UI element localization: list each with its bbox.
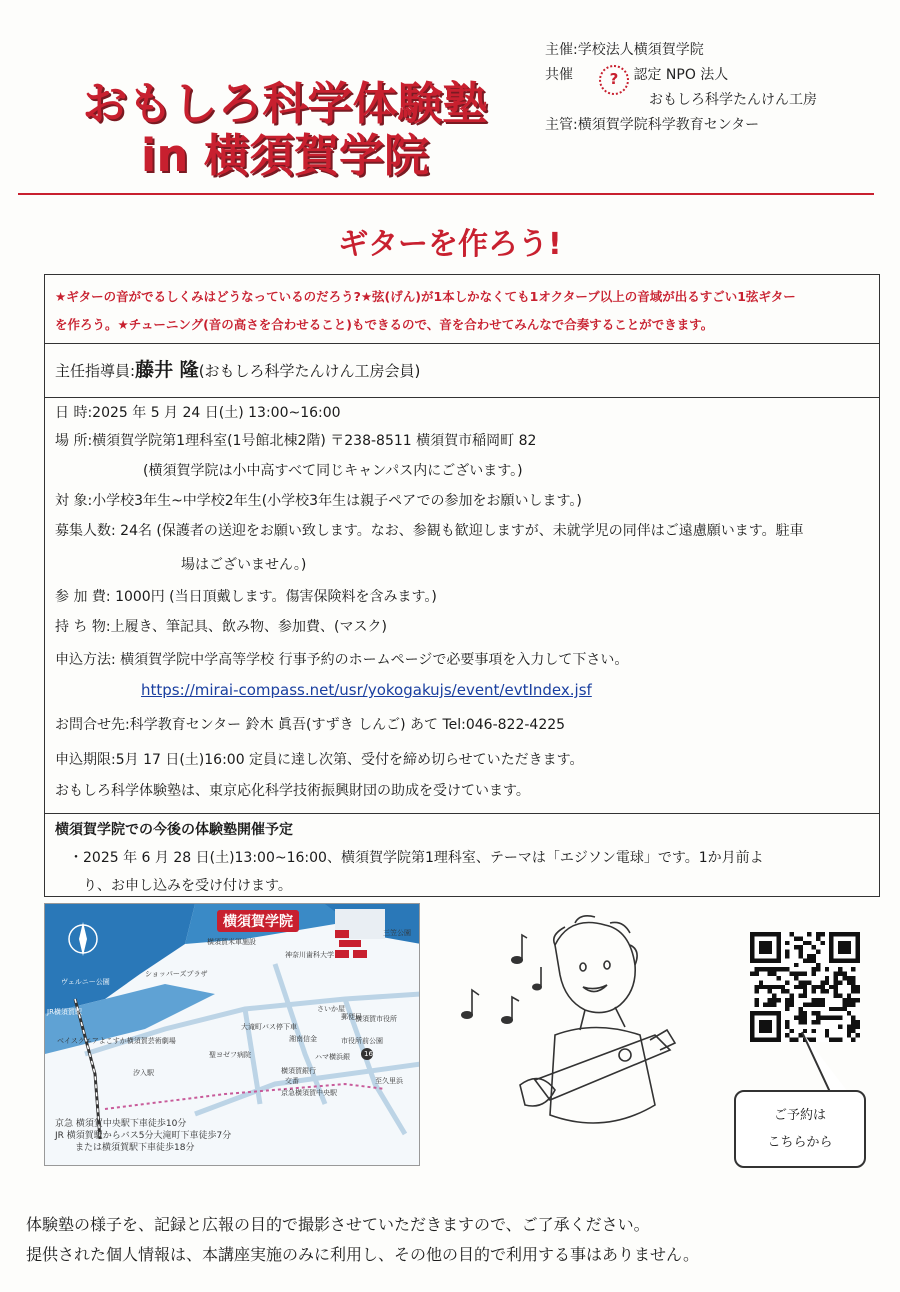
intro-line-1: ★ギターの音がでるしくみはどうなっているのだろう?★弦(げん)が1本しかなくても1オクターブ以上の音域が出るすごい1弦ギター [55,289,796,304]
question-logo-icon: ? [599,65,629,95]
capacity-continued: 場はございません。) [181,557,307,573]
header-divider [18,193,874,195]
leader-affiliation: (おもしろ科学たんけん工房会員) [198,362,421,380]
apply-line: 申込方法: 横須賀学院中学高等学校 行事予約のホームページで必要事項を入力して下さい。 [55,652,629,668]
future-heading: 横須賀学院での今後の体験塾開催予定 [55,822,293,838]
cohost-label: 共催 [545,67,573,83]
bubble-line-1: ご予約は [773,1108,826,1123]
cohost-line-2: おもしろ科学たんけん工房 [649,92,817,108]
bubble-line-2: こちらから [767,1135,833,1150]
date-line: 日 時:2025 年 5 月 24 日(土) 13:00~16:00 [55,405,341,421]
intro-box [44,274,880,344]
map-label: 横須賀銀行 [281,1067,316,1075]
qr-code[interactable] [750,932,860,1042]
access-line-3: または横須賀駅下車徒歩18分 [75,1143,195,1153]
apply-url-link[interactable]: https://mirai-compass.net/usr/yokogakujs/event/evtIndex.jsf [141,681,592,699]
cohost-line-1: 認定 NPO 法人 [633,67,729,83]
map-label: 16 [364,1050,373,1058]
map-label: 郵便局 [341,1013,362,1021]
access-map [44,903,420,1166]
capacity-line: 募集人数: 24名 (保護者の送迎をお願い致します。なお、参観も歓迎しますが、未就学児の同伴はご遠慮願います。駐車 [55,523,804,539]
contact-line: お問合せ先:科学教育センター 鈴木 眞吾(すずき しんご) あて Tel:046-822-4225 [55,717,566,733]
map-label: ショッパーズプラザ [145,970,208,978]
fee-line: 参 加 費: 1000円 (当日頂戴します。傷害保険料を含みます。) [55,589,437,605]
map-label: JR横須賀駅 [47,1008,82,1016]
map-label: 横須賀市役所 [355,1015,397,1023]
map-label: 三笠公園 [383,929,411,937]
future-line-2: り、お申し込みを受け付けます。 [83,878,292,894]
map-label: 大滝町バス停下車 [241,1023,297,1031]
cohost [545,63,817,88]
map-label: 京急横須賀中央駅 [281,1089,337,1097]
map-label: 横須賀米軍施設 [207,938,256,946]
map-label: 至久里浜 [375,1077,403,1085]
title-line-2: in 横須賀学院 [140,129,430,182]
map-label: さいか屋 [317,1005,345,1013]
title-line-1: おもしろ科学体験塾 [82,77,488,130]
map-label: 聖ヨゼフ病院 [209,1051,251,1059]
place-note: (横須賀学院は小中高すべて同じキャンパス内にございます。) [143,463,523,479]
leader-label: 主任指導員: [55,362,136,380]
map-label: ヴェルニー公園 [61,978,110,986]
access-line-2: JR 横須賀駅からバス5分大滝町下車徒歩7分 [55,1131,232,1141]
map-label: 神奈川歯科大学 [285,951,334,959]
map-label: ベイスクエアよこすか横須賀芸術劇場 [57,1037,176,1045]
details-box [44,397,880,814]
map-label: 市役所前公園 [341,1037,383,1045]
map-label: 交番 [285,1077,299,1085]
leader-box [44,343,880,398]
host: 主催:学校法人横須賀学院 [545,42,704,58]
manager: 主管:横須賀学院科学教育センター [545,117,760,133]
access-notes [55,1118,231,1154]
map-label: ハマ横浜銀 [315,1053,350,1061]
leader-name: 藤井 隆 [135,359,199,381]
reservation-bubble [734,1090,866,1168]
footer-notes [26,1210,699,1270]
footer-line-2: 提供された個人情報は、本講座実施のみに利用し、その他の目的で利用する事はありません。 [26,1245,699,1264]
map-label: 湘南信金 [289,1035,317,1043]
flyer-title [50,78,520,182]
map-school-label: 横須賀学院 [217,910,299,932]
place-line: 場 所:横須賀学院第1理科室(1号館北棟2階) 〒238-8511 横須賀市稲岡町 82 [55,433,537,449]
access-line-1: 京急 横須賀中央駅下車徒歩10分 [55,1119,187,1129]
deadline-line: 申込期限:5月 17 日(土)16:00 定員に達し次第、受付を締め切らせていただきます。 [55,752,584,768]
boy-playing-guitar-illustration [455,905,685,1165]
grant-line: おもしろ科学体験塾は、東京応化科学技術振興財団の助成を受けています。 [55,783,530,799]
bubble-tail [790,1030,850,1094]
target-line: 対 象:小学校3年生~中学校2年生(小学校3年生は親子ペアでの参加をお願いします。) [55,493,582,509]
map-label: 汐入駅 [133,1069,154,1077]
school-building-icon [335,926,375,960]
future-line-1: ・2025 年 6 月 28 日(土)13:00~16:00、横須賀学院第1理科室、テーマは「エジソン電球」です。1か月前よ [69,850,764,866]
organizers [545,38,817,138]
event-title: ギターを作ろう! [338,227,562,262]
items-line: 持 ち 物:上履き、筆記具、飲み物、参加費、(マスク) [55,619,387,635]
future-schedule-box [44,813,880,897]
intro-line-2: を作ろう。★チューニング(音の高さを合わせること)もできるので、音を合わせてみんなで合奏することができます。 [55,317,714,332]
footer-line-1: 体験塾の様子を、記録と広報の目的で撮影させていただきますので、ご了承ください。 [26,1215,650,1234]
